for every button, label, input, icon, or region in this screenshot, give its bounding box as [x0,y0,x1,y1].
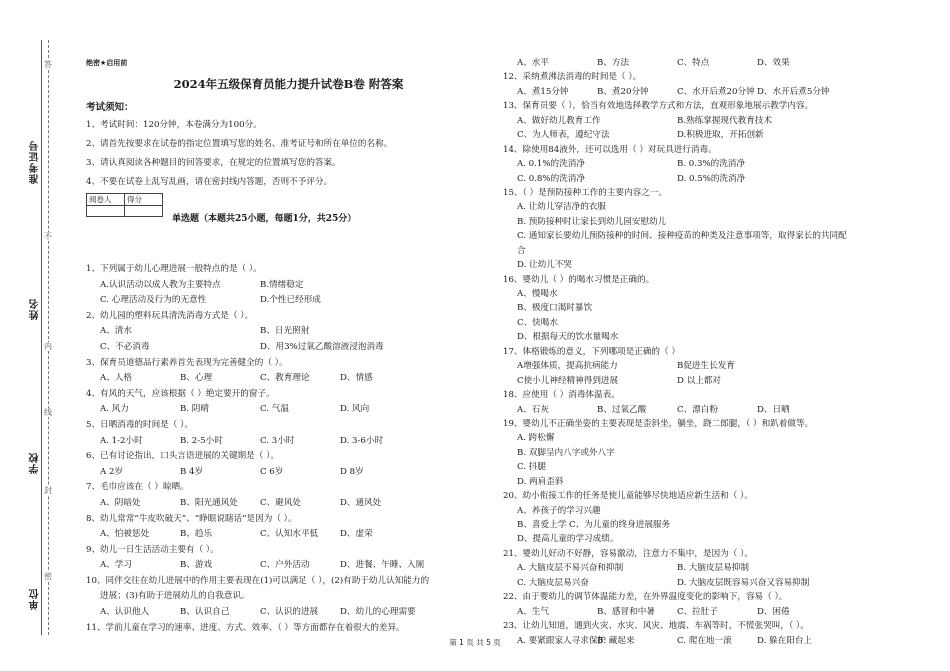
question-stem: 14、除使用84液外，还可以选用（ ）对玩具进行消毒。 [503,144,717,155]
question-stem: 16、婴幼儿（ ）的喝水习惯是正确的。 [503,274,655,285]
answer-options [503,405,923,419]
question-stem: 20、幼小衔接工作的任务是使儿童能够尽快地适应新生活和（ ）。 [503,491,753,502]
answer-option: A、认识他人 [100,607,150,618]
question-text: B、喜爱上学 C、为儿童的终身进展服务 [517,520,671,530]
question-stem: 15、（ ）是预防接种工作的主要内容之一。 [503,187,668,198]
question-stem: 21、婴幼儿好动不好静，容易激动，注意力不集中，是因为（ ）。 [503,548,753,559]
answer-option: C. 心理活动及行为的无意性 [100,295,207,306]
school-label: 学校 [30,452,41,474]
question-text: C、快喝水 [517,317,558,328]
note-item: 1、考试时间：120分钟，本卷满分为100分。 [86,120,262,130]
answer-option: B、游戏 [180,560,213,571]
answer-option: D、日晒 [757,404,790,415]
question-text: D. 让幼儿不哭 [517,260,573,271]
note-item: 3、请认真阅读各种题目的回答要求，在规定的位置填写您的答案。 [86,158,341,168]
answer-option: C. 大脑皮层易兴奋 [517,577,589,588]
answer-option: C. 3小时 [260,435,295,446]
answer-options [503,87,923,101]
answer-option: D. 3-6小时 [340,435,384,446]
answer-options [503,130,923,144]
question-text: B. 双脚呈内八字或外八字 [517,447,615,458]
notes-heading: 考试须知： [86,102,134,113]
section-heading: 单选题（本题共25小题，每题1分，共25分） [172,214,357,224]
answer-option: B、日光照射 [260,326,310,337]
answer-option: C、户外活动 [260,560,310,571]
answer-option: D、效果 [757,58,790,68]
question-text: C. 抖腿 [517,462,546,473]
answer-options [86,280,491,296]
answer-option: A. 0.1%的洗消净 [517,159,585,170]
answer-option: A.认识活动以成人教为主要特点 [100,279,221,290]
answer-option: B. 2-5小时 [180,435,223,446]
question-text: 合 [517,245,526,256]
seal-word: 封 [44,486,52,495]
answer-option: A、煮15分钟 [517,86,569,97]
page-title: 2024年五级保育员能力提升试卷B卷 附答案 [173,77,404,91]
questions-left-column [86,264,491,638]
question-stem: 4、有风的天气，应该根据（ ）绝定要开的窗子。 [86,388,275,399]
answer-option: C、特点 [677,58,710,68]
question-text: A. 跨松懈 [517,433,555,444]
answer-option: A. 大脑皮层不易兴奋和抑制 [517,563,624,574]
answer-option: A增强体质，提高抗病能力 [517,361,618,372]
answer-option: B 4岁 [180,466,204,477]
note-item: 4、不要在试卷上乱写乱画，请在密封线内答题，否则不予评分。 [86,177,333,187]
question-text: 进展；(3)有助于进展幼儿的自我意识。 [100,591,250,602]
answer-option: D. 躲在阳台上 [757,635,813,646]
question-stem: 7、毛巾应该在（ ）晾晒。 [86,482,189,493]
answer-options [503,174,923,188]
answer-option: C. 0.8%的洗消净 [517,173,585,184]
answer-option: B.熟练掌握现代教育技术 [677,115,772,126]
question-stem: 22、由于婴幼儿的调节体温能力差，在外界温度变化的影响下，容易（ ）。 [503,592,788,603]
answer-option: C、认知水平低 [260,529,319,540]
secret-mark: 绝密★启用前 [86,59,128,67]
answer-option: C、不必消毒 [100,341,150,352]
answer-option: D 8岁 [340,466,364,477]
answer-option: C、为人师表，遵纪守法 [517,130,610,141]
answer-options [86,498,491,514]
answer-option: D、通风处 [340,497,382,508]
answer-option: B、感冒和中暑 [597,606,655,617]
score-table [86,193,163,217]
answer-option: C、避风处 [260,497,301,508]
question-stem: 1、下列属于幼儿心理进展一般特点的是（ ）。 [86,264,262,274]
answer-option: B. 阴晴 [180,404,209,415]
answer-option: B. 藏起来 [597,635,635,646]
answer-option: A、学习 [100,560,132,571]
grader-cell: 阅卷人 [87,194,125,206]
question-stem: 23、让幼儿知道，遇到火灾、水灾、风灾、地震、车祸等时，不慌张哭叫，（ ）。 [503,621,809,632]
answer-option: C、拉肚子 [677,606,718,617]
question-text: D、提高儿童的学习成绩。 [517,534,619,545]
answer-option: D.积极进取，开拓创新 [677,130,764,141]
answer-option: D 以上都对 [677,375,721,386]
answer-option: D、用3%过氧乙酸溶液浸泡消毒 [260,341,384,352]
answer-options [503,563,923,577]
question-stem: 12、采纳煮沸法消毒的时间是（ ）。 [503,72,642,83]
seal-word: 内 [44,342,52,351]
answer-options [86,607,491,623]
answer-option: B. 大脑皮层易抑制 [677,563,749,574]
question-stem: 11、学前儿童在学习的速率、进度、方式、效率、（ ）等方面都存在着很大的差异。 [86,622,405,633]
question-text: A. 让幼儿穿洁净的衣服 [517,202,607,213]
question-text: A、养孩子的学习兴趣 [517,505,601,516]
answer-option: A、生气 [517,606,549,617]
exam-number-label: 准考证号 [30,140,41,184]
seal-dashed-line [48,40,49,635]
seal-word: 线 [44,408,52,417]
answer-option: D、水开后煮5分钟 [757,86,830,97]
answer-option: B、认识自己 [180,607,230,618]
answer-option: A. 1-2小时 [100,435,143,446]
answer-option: D、情感 [340,373,373,384]
answer-option: D. 风向 [340,404,370,415]
answer-option: A、水平 [517,58,549,68]
questions-right-column [503,58,923,650]
answer-option: D. 0.5%的洗消净 [677,173,746,184]
grader-blank[interactable] [87,206,125,217]
answer-option: A、人格 [100,373,132,384]
answer-option: A、清水 [100,326,132,337]
answer-option: C、漂白粉 [677,404,718,415]
question-text: C. 通知家长要幼儿预防接种的时间、接种疫苗的种类及注意事项等，取得家长的共同配 [517,231,847,242]
answer-option: C. 爬在地一滚 [677,635,732,646]
answer-option: B促进生长发育 [677,361,735,372]
answer-options [503,361,923,375]
question-stem: 10、同伴交往在幼儿进展中的作用主要表现在(1)可以满足（ ），(2)有助于幼儿认知能力的 [86,575,430,586]
answer-options [86,404,491,420]
answer-option: B、趋乐 [180,529,213,540]
answer-option: C. 气温 [260,404,289,415]
question-text: D. 两肩歪斜 [517,476,564,487]
answer-option: C、水开后煮20分钟 [677,86,755,97]
question-stem: 3、保育员道德品行素养首先表现为完善健全的（ ）。 [86,357,288,368]
seal-line [41,40,42,635]
answer-option: B、方法 [597,58,630,68]
answer-option: C、教育理论 [260,373,310,384]
answer-option: B、心理 [180,373,213,384]
question-text: B、极度口渴时暴饮 [517,303,593,314]
answer-option: C 6岁 [260,466,284,477]
answer-options [86,436,491,452]
answer-option: D、虚荣 [340,529,373,540]
answer-option: D、困倦 [757,606,790,617]
name-label: 姓名 [30,298,41,320]
answer-option: A 2岁 [100,466,123,477]
question-stem: 6、已有讨论指出，口头言语进展的关键期是（ ）。 [86,451,279,462]
answer-option: A. 风力 [100,404,129,415]
answer-options [86,560,491,576]
score-blank[interactable] [125,206,163,217]
score-cell: 得分 [125,194,163,206]
unit-label: 单位 [30,588,41,610]
answer-options [86,529,491,545]
question-text: D、根据每天的饮水量喝水 [517,332,619,343]
question-stem: 18、应使用（ ）消毒体温表。 [503,390,620,401]
seal-word: 密 [44,572,52,581]
answer-option: B、过氧乙酸 [597,404,647,415]
answer-option: B、煮20分钟 [597,86,649,97]
answer-options [503,159,923,173]
answer-options [86,342,491,358]
answer-option: A、石灰 [517,404,549,415]
note-item: 2、请首先按要求在试卷的指定位置填写您的姓名、准考证号和所在单位的名称。 [86,139,393,149]
answer-option: C、认识的进展 [260,607,319,618]
answer-option: A. 要紧跟家人寻求保护 [517,635,607,646]
question-stem: 17、体格锻炼的意义，下列哪项是正确的（ ） [503,346,680,357]
answer-option: A、做好幼儿教育工作 [517,115,601,126]
answer-option: A、阴暗处 [100,497,141,508]
answer-options [86,373,491,389]
question-stem: 13、保育员要（ ），恰当有效地选择教学方式和方法，直观形象地展示教学内容。 [503,101,814,112]
answer-option: B.情绪稳定 [260,279,304,290]
answer-options [86,326,491,342]
question-stem: 9、幼儿一日生活活动主要有（ ）。 [86,544,219,555]
answer-option: C使小儿神经精神得到进展 [517,375,619,386]
answer-option: D、进餐、午睡、入厕 [340,560,425,571]
answer-options [86,467,491,483]
answer-option: B、阳光通风处 [180,497,238,508]
binding-margin [0,0,62,671]
answer-options [503,58,923,72]
seal-word: 答 [44,60,52,69]
answer-options [503,116,923,130]
answer-options [503,376,923,390]
answer-option: D. 大脑皮层既容易兴奋又容易抑制 [677,577,810,588]
seal-word: 不 [44,232,52,241]
question-stem: 8、幼儿常常“牛皮吹破天”、“睁眼说瞎话”是因为（ ）。 [86,513,297,524]
answer-options [86,295,491,311]
question-stem: 5、日晒消毒的时间是（ ）。 [86,419,194,430]
answer-options [503,578,923,592]
question-text: A、慢喝水 [517,289,558,299]
answer-option: A、怕被惩处 [100,529,150,540]
question-text: B. 预防接种时让家长到幼儿园安慰幼儿 [517,216,667,227]
answer-options [503,607,923,621]
answer-option: B. 0.3%的洗消净 [677,159,745,170]
answer-option: D、幼儿的心理需要 [340,607,416,618]
answer-option: D.个性已经形成 [260,295,321,306]
question-stem: 2、幼儿园的塑料玩具清洗消毒方式是（ ）。 [86,310,254,321]
question-stem: 19、婴幼儿不正确坐姿的主要表现是歪斜坐，躺坐，跷二郎腿，（ ）和趴着做等。 [503,418,814,429]
page-footer: 第 1 页 共 5 页 [449,638,501,647]
